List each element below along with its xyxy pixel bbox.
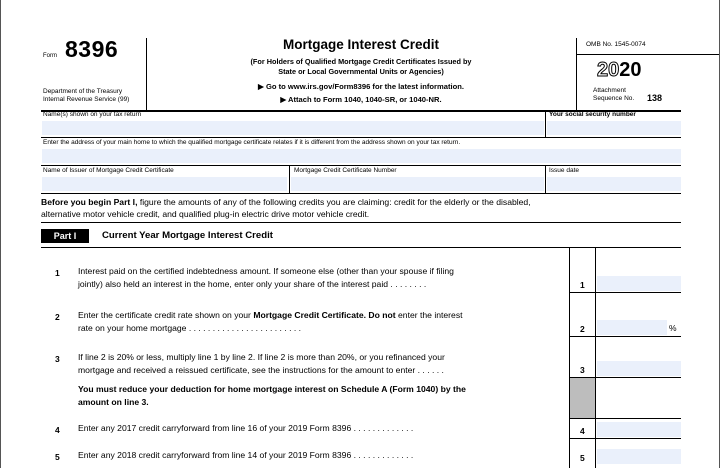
- line2-rate-input[interactable]: [597, 320, 667, 335]
- line4-amount-input[interactable]: [597, 422, 681, 437]
- line1-amount-input[interactable]: [597, 276, 681, 291]
- line2-text-line2: rate on your home mortgage: [78, 323, 187, 333]
- line3-box-number: 3: [580, 365, 585, 375]
- line5-box-number: 5: [580, 453, 585, 463]
- issuer-label: Name of Issuer of Mortgage Credit Certificate: [43, 167, 174, 174]
- line1-text-line2: jointly) also held an interest in the home, enter only your share of the interest paid: [78, 279, 389, 289]
- ssn-divider: [545, 110, 546, 137]
- tax-year-suffix: 20: [619, 59, 642, 81]
- line2-number: 2: [55, 312, 60, 322]
- form-number: 8396: [65, 36, 119, 62]
- sequence-label: Sequence No.: [593, 95, 635, 102]
- name-input[interactable]: [42, 121, 544, 135]
- line2-text: [78, 309, 463, 322]
- issuer-top-rule: [41, 165, 681, 166]
- line5-amount-input[interactable]: [597, 449, 681, 464]
- sequence-number: 138: [647, 93, 663, 103]
- line1-text-cont: [78, 278, 426, 291]
- header-divider-right: [576, 38, 577, 110]
- omb-divider: [577, 54, 720, 55]
- line2-text-b: Mortgage Credit Certificate.: [253, 310, 367, 320]
- note-box-rule: [569, 418, 681, 419]
- reduce-deduction-note-cont: amount on line 3.: [78, 397, 149, 407]
- issue-date-label: Issue date: [549, 167, 579, 174]
- line3-amount-input[interactable]: [597, 361, 681, 376]
- form-label: Form: [43, 53, 57, 59]
- form-subtitle-line2: State or Local Governmental Units or Agencies): [278, 67, 444, 76]
- line3-text-cont: [78, 364, 444, 377]
- mcc-number-label: Mortgage Credit Certificate Number: [294, 167, 397, 174]
- line3-number: 3: [55, 354, 60, 364]
- line2-percent-sign: %: [669, 323, 677, 333]
- line-number-column-left: [569, 247, 570, 468]
- before-begin-line2: alternative motor vehicle credit, and qualified plug-in electric drive motor vehicle credit.: [41, 209, 370, 219]
- before-top-rule: [41, 193, 681, 194]
- line4-text: [78, 422, 413, 435]
- issue-date-divider: [545, 165, 546, 193]
- amount-column-left: [595, 247, 596, 468]
- irs-website-instruction: ▶ Go to www.irs.gov/Form8396 for the latest information.: [258, 82, 464, 91]
- line1-box-number: 1: [580, 280, 585, 290]
- tax-year-prefix: 20: [597, 59, 620, 81]
- reduce-deduction-note: You must reduce your deduction for home mortgage interest on Schedule A (Form 1040) by the: [78, 384, 466, 394]
- line2-text-d: Do not: [368, 310, 396, 320]
- attach-instruction: ▶ Attach to Form 1040, 1040-SR, or 1040-NR.: [280, 95, 442, 104]
- line3-leader-dots: . . . . . .: [417, 365, 444, 375]
- form-subtitle-line1: (For Holders of Qualified Mortgage Credit Certificates Issued by: [250, 57, 472, 66]
- line4-leader-dots: . . . . . . . . . . . . .: [353, 423, 414, 433]
- part-label: Part I: [41, 229, 89, 243]
- line5-number: 5: [55, 452, 60, 462]
- department-name: Department of the Treasury: [43, 88, 123, 95]
- tax-year: [597, 59, 642, 82]
- line2-box-rule: [569, 336, 681, 337]
- part-bottom-rule: [41, 247, 681, 248]
- shaded-line-box: [570, 378, 595, 418]
- line1-number: 1: [55, 268, 60, 278]
- line1-text: Interest paid on the certified indebtedness amount. If someone else (other than your spouse if filing: [78, 266, 454, 276]
- line5-text: [78, 449, 413, 462]
- line5-leader-dots: . . . . . . . . . . . . .: [353, 450, 414, 460]
- address-label: Enter the address of your main home to which the qualified mortgage certificate relates if it is different from the address shown on your tax return.: [43, 139, 461, 146]
- part-top-rule: [41, 222, 681, 223]
- line2-text-e: enter the interest: [395, 310, 463, 320]
- issuer-input[interactable]: [42, 177, 287, 191]
- form-title: Mortgage Interest Credit: [282, 37, 440, 52]
- before-begin-line1: figure the amounts of any of the following credits you are claiming: credit for the elderly or the disabled,: [137, 197, 531, 207]
- line4-box-rule: [569, 438, 681, 439]
- issue-date-input[interactable]: [547, 177, 681, 191]
- address-input[interactable]: [42, 149, 681, 163]
- line2-text-a: Enter the certificate credit rate shown on your: [78, 310, 254, 320]
- mcc-number-input[interactable]: [291, 177, 544, 191]
- before-begin-lead: Before you begin Part I,: [41, 197, 138, 207]
- line4-text-main: Enter any 2017 credit carryforward from line 16 of your 2019 Form 8396: [78, 423, 352, 433]
- irs-name: Internal Revenue Service (99): [43, 96, 130, 103]
- ssn-input[interactable]: [547, 121, 681, 135]
- ssn-label: Your social security number: [549, 111, 636, 118]
- line2-text-cont: [78, 322, 301, 335]
- line3-text-line2: mortgage and received a reissued certificate, see the instructions for the amount to enter: [78, 365, 416, 375]
- line3-text: If line 2 is 20% or less, multiply line 1 by line 2. If line 2 is more than 20%, or you refinanced your: [78, 352, 445, 362]
- address-top-rule: [41, 137, 681, 138]
- part-title: Current Year Mortgage Interest Credit: [102, 230, 273, 241]
- before-begin-note: [41, 196, 681, 208]
- line4-box-number: 4: [580, 426, 585, 436]
- line2-leader-dots: . . . . . . . . . . . . . . . . . . . . . . . .: [188, 323, 302, 333]
- attachment-label: Attachment: [593, 87, 626, 94]
- mcc-divider: [289, 165, 290, 193]
- line5-text-main: Enter any 2018 credit carryforward from line 14 of your 2019 Form 8396: [78, 450, 352, 460]
- line2-box-number: 2: [580, 324, 585, 334]
- line1-box-rule: [569, 292, 681, 293]
- line4-number: 4: [55, 425, 60, 435]
- omb-number: OMB No. 1545-0074: [586, 41, 646, 48]
- line1-leader-dots: . . . . . . . .: [390, 279, 427, 289]
- name-label: Name(s) shown on your tax return: [43, 111, 142, 118]
